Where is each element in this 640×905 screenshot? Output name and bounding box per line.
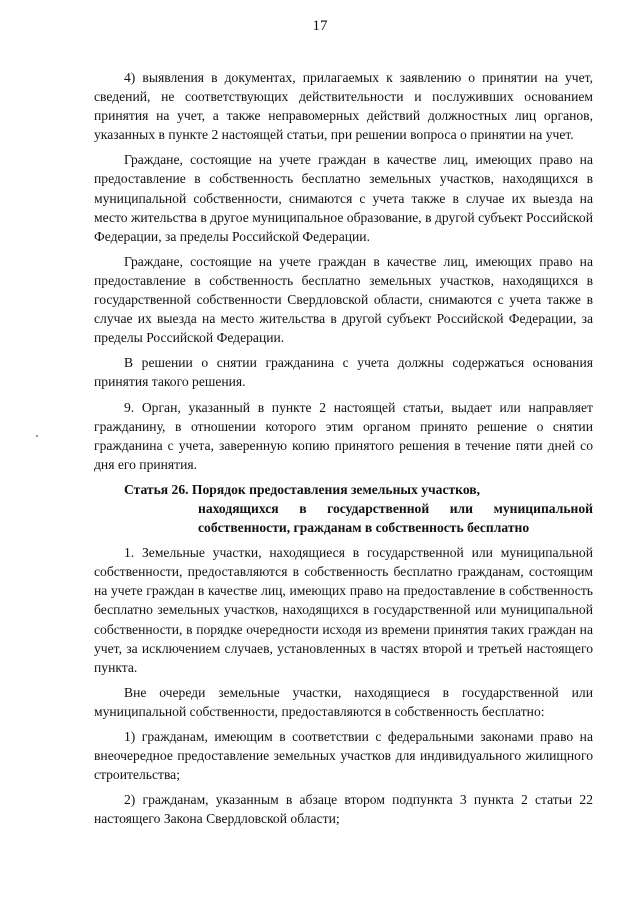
paragraph-clause-4: 4) выявления в документах, прилагаемых к заявлению о принятии на учет, сведений, не соответствующих действительности и послуживших основанием принятия на учет, а также неправомерных действий должностных лиц органов, указанных в пункте 2 настоящей статьи, при решении вопроса о принятии на учет. bbox=[94, 70, 593, 143]
paragraph-state-deregistration: Граждане, состоящие на учете граждан в качестве лиц, имеющих право на предоставление в собственность бесплатно земельных участков, находящихся в государственной собственности Свердловской области, снимаются с учета также в случае их выезда на место жительства в другой субъект Российской Федерации, за пределы Российской Федерации. bbox=[94, 253, 593, 346]
paragraph-article-26-clause-1: 1. Земельные участки, находящиеся в государственной или муниципальной собственности, предоставляются в собственность бесплатно гражданам, состоящим на учете граждан в качестве лиц, имеющих право на предоставление в собственность бесплатно земельных участков, находящихся в государственной или муниципальной собственности, в порядке очередности исходя из времени принятия таких граждан на учет, за исключением случаев, установленных в частях второй и третьей настоящего пункта. bbox=[94, 545, 593, 675]
paragraph-subclause-1: 1) гражданам, имеющим в соответствии с федеральными законами право на внеочередное предоставление земельных участков для индивидуального жилищного строительства; bbox=[94, 729, 593, 783]
page-number: 17 bbox=[312, 18, 328, 34]
document-body bbox=[94, 68, 593, 834]
scan-speck bbox=[36, 435, 38, 437]
paragraph-subclause-2: 2) гражданам, указанным в абзаце втором подпункта 3 пункта 2 статьи 22 настоящего Закона Свердловской области; bbox=[94, 792, 593, 827]
article-heading-line-2: находящихся в государственной или муниципальной собственности, гражданам в собственность бесплатно bbox=[198, 500, 593, 536]
article-26-heading bbox=[94, 480, 593, 537]
article-heading-line-1: Статья 26. Порядок предоставления земельных участков, bbox=[124, 481, 481, 497]
paragraph-out-of-turn: Вне очереди земельные участки, находящиеся в государственной или муниципальной собственности, предоставляются в собственность бесплатно: bbox=[94, 684, 593, 719]
paragraph-clause-9: 9. Орган, указанный в пункте 2 настоящей статьи, выдает или направляет гражданину, в отношении которого этим органом принято решение о снятии гражданина с учета, заверенную копию принятого решения в течение пяти дней со дня его принятия. bbox=[94, 399, 593, 472]
paragraph-decision-grounds: В решении о снятии гражданина с учета должны содержаться основания принятия такого решения. bbox=[94, 355, 593, 390]
paragraph-municipal-deregistration: Граждане, состоящие на учете граждан в качестве лиц, имеющих право на предоставление в собственность бесплатно земельных участков, находящихся в муниципальной собственности, снимаются с учета также в случае их выезда на место жительства в другое муниципальное образование, в другой субъект Российской Федерации, за пределы Российской Федерации. bbox=[94, 152, 593, 244]
